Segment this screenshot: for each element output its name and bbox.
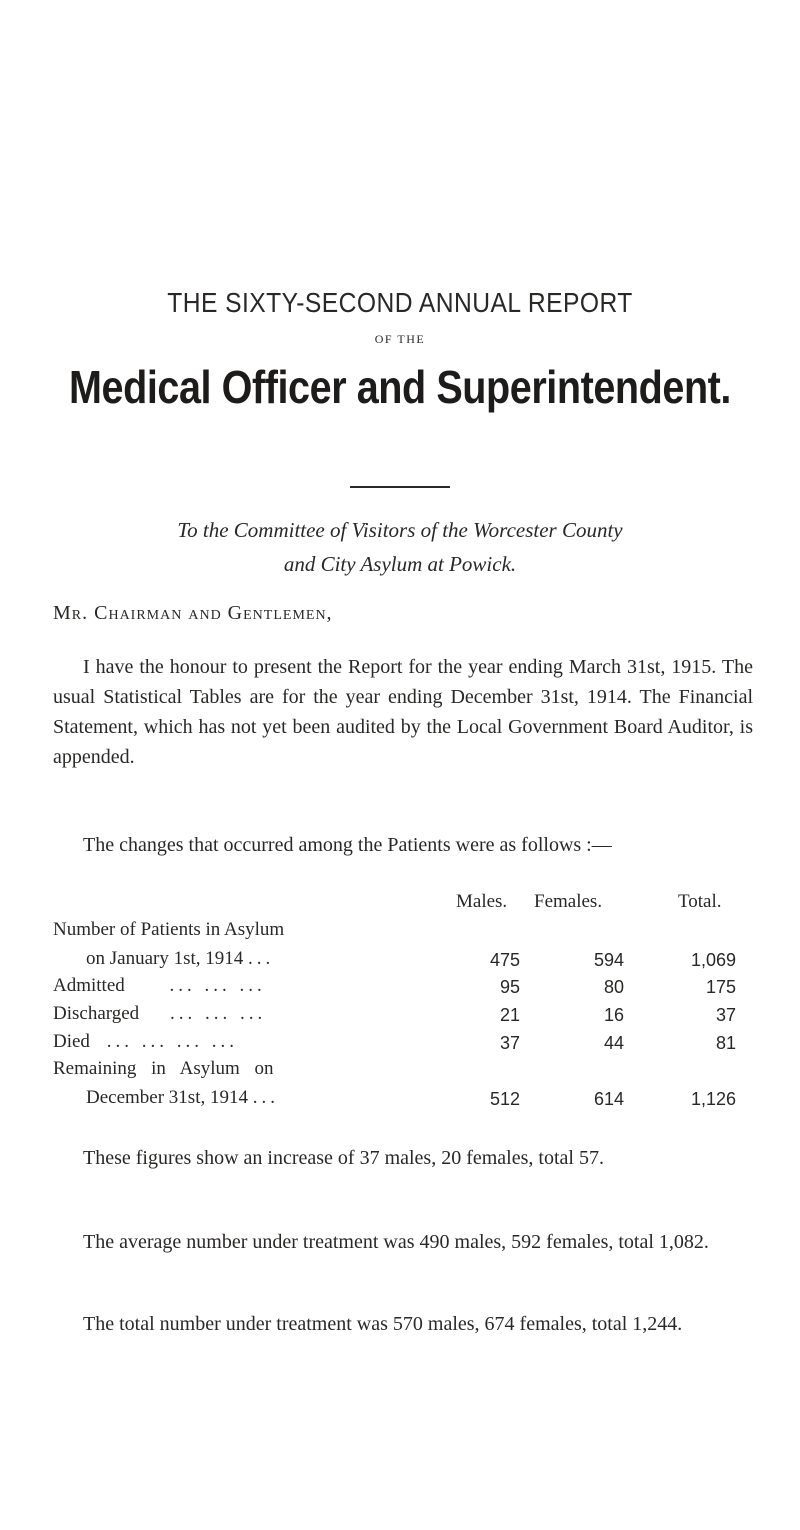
summary-total: The total number under treatment was 570 males, 674 females, total 1,244. [83,1313,683,1335]
cell-females: 80 [603,977,624,997]
row-label: Died ... ... ... ... [53,1031,238,1052]
cell-males: 21 [499,1005,520,1025]
row-label: December 31st, 1914 ... [86,1087,279,1108]
of-the-subheading: OF THE [374,332,426,346]
intro-paragraph: I have the honour to present the Report for the year ending March 31st, 1915. The usual Statistical Tables are for the year ending December 31st, 1914. The Financial Statement, which has not yet been audited by the Local Government Board Auditor, is appended. [53,656,753,768]
summary-increase: These figures show an increase of 37 males, 20 females, total 57. [83,1147,604,1169]
header-males: Males. [456,891,508,912]
cell-total: 81 [715,1033,736,1053]
header-females: Females. [534,891,603,912]
cell-females: 16 [603,1005,624,1025]
row-label: on January 1st, 1914 ... [86,948,275,969]
divider-rule [350,486,450,488]
cell-total: 175 [705,977,736,997]
row-label: Discharged ... ... ... [53,1003,267,1024]
cell-males: 37 [499,1033,520,1053]
header-total: Total. [678,891,722,912]
cell-females: 44 [603,1033,624,1053]
cell-total: 1,069 [690,950,736,970]
cell-males: 512 [489,1089,520,1109]
cell-males: 95 [499,977,520,997]
row-label: Admitted ... ... ... [53,975,266,996]
row-label: Remaining in Asylum on [53,1058,274,1079]
cell-females: 614 [593,1089,624,1109]
summary-average: The average number under treatment was 490 males, 592 females, total 1,082. [83,1231,709,1253]
cell-total: 1,126 [690,1089,736,1109]
cell-total: 37 [715,1005,736,1025]
salutation: Mr. Chairman and Gentlemen, [53,602,333,624]
row-label: Number of Patients in Asylum [53,919,285,940]
page-title: Medical Officer and Superintendent. [69,361,731,413]
address-line-1: To the Committee of Visitors of the Worcester County [177,518,623,542]
cell-males: 475 [489,950,520,970]
changes-paragraph: The changes that occurred among the Patients were as follows :— [83,834,612,856]
report-title: THE SIXTY-SECOND ANNUAL REPORT [167,287,633,318]
address-line-2: and City Asylum at Powick. [283,552,517,576]
cell-females: 594 [593,950,624,970]
